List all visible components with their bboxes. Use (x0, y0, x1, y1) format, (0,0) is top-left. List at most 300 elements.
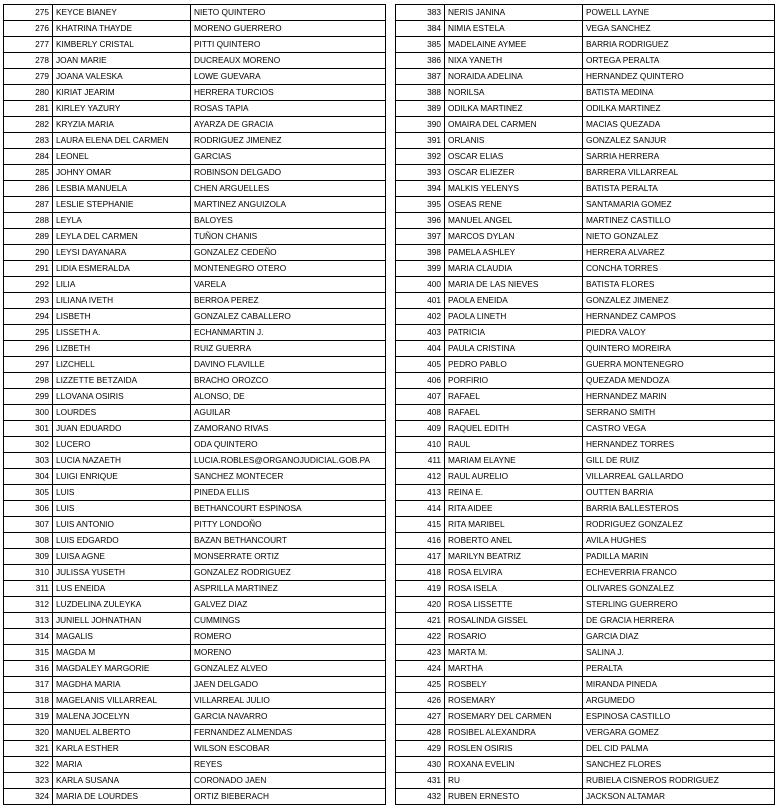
row-number: 279 (4, 69, 53, 85)
row-number: 324 (4, 789, 53, 805)
row-number: 399 (396, 261, 445, 277)
table-row (4, 357, 386, 373)
first-name-cell: ROSEMARY DEL CARMEN (445, 709, 583, 725)
last-name-cell: ECHANMARTIN J. (191, 325, 386, 341)
first-name-cell: ROSLEN OSIRIS (445, 741, 583, 757)
first-name-cell: JOAN MARIE (53, 53, 191, 69)
row-number: 429 (396, 741, 445, 757)
table-row (4, 341, 386, 357)
last-name-cell: MACIAS QUEZADA (583, 117, 775, 133)
first-name-cell: RAFAEL (445, 389, 583, 405)
last-name-cell: BATISTA PERALTA (583, 181, 775, 197)
first-name-cell: LIZZETTE BETZAIDA (53, 373, 191, 389)
table-row (396, 101, 775, 117)
row-number: 315 (4, 645, 53, 661)
row-number: 411 (396, 453, 445, 469)
table-row (4, 165, 386, 181)
table-row (4, 421, 386, 437)
row-number: 397 (396, 229, 445, 245)
first-name-cell: LISSETH A. (53, 325, 191, 341)
last-name-cell: BRACHO OROZCO (191, 373, 386, 389)
first-name-cell: MANUEL ANGEL (445, 213, 583, 229)
table-row (4, 309, 386, 325)
last-name-cell: VILLARREAL GALLARDO (583, 469, 775, 485)
row-number: 402 (396, 309, 445, 325)
last-name-cell: PINEDA ELLIS (191, 485, 386, 501)
row-number: 316 (4, 661, 53, 677)
first-name-cell: LESBIA MANUELA (53, 181, 191, 197)
table-row (396, 165, 775, 181)
last-name-cell: CUMMINGS (191, 613, 386, 629)
table-row (396, 405, 775, 421)
last-name-cell: MARTINEZ CASTILLO (583, 213, 775, 229)
first-name-cell: MARIA DE LAS NIEVES (445, 277, 583, 293)
table-row (4, 133, 386, 149)
first-name-cell: LIDIA ESMERALDA (53, 261, 191, 277)
table-row (4, 677, 386, 693)
last-name-cell: CONCHA TORRES (583, 261, 775, 277)
first-name-cell: ROSBELY (445, 677, 583, 693)
first-name-cell: MAGDA M (53, 645, 191, 661)
row-number: 322 (4, 757, 53, 773)
row-number: 390 (396, 117, 445, 133)
table-row (4, 261, 386, 277)
first-name-cell: PORFIRIO (445, 373, 583, 389)
first-name-cell: JUNIELL JOHNATHAN (53, 613, 191, 629)
first-name-cell: LLOVANA OSIRIS (53, 389, 191, 405)
names-table-right (395, 4, 775, 805)
table-row (396, 645, 775, 661)
last-name-cell: AVILA HUGHES (583, 533, 775, 549)
first-name-cell: ORLANIS (445, 133, 583, 149)
table-row (396, 597, 775, 613)
last-name-cell: BATISTA FLORES (583, 277, 775, 293)
first-name-cell: LAURA ELENA DEL CARMEN (53, 133, 191, 149)
table-row (396, 309, 775, 325)
table-row (4, 37, 386, 53)
last-name-cell: ECHEVERRIA FRANCO (583, 565, 775, 581)
last-name-cell: HERRERA TURCIOS (191, 85, 386, 101)
table-row (4, 373, 386, 389)
row-number: 305 (4, 485, 53, 501)
table-row (4, 5, 386, 21)
table-row (396, 437, 775, 453)
last-name-cell: SANCHEZ MONTECER (191, 469, 386, 485)
row-number: 432 (396, 789, 445, 805)
table-row (4, 197, 386, 213)
names-table-left-body (4, 5, 386, 805)
first-name-cell: OSEAS RENE (445, 197, 583, 213)
last-name-cell: RODRIGUEZ GONZALEZ (583, 517, 775, 533)
row-number: 395 (396, 197, 445, 213)
row-number: 431 (396, 773, 445, 789)
first-name-cell: MARTHA (445, 661, 583, 677)
first-name-cell: MAGDALEY MARGORIE (53, 661, 191, 677)
table-row (396, 341, 775, 357)
row-number: 281 (4, 101, 53, 117)
last-name-cell: AGUILAR (191, 405, 386, 421)
table-row (396, 325, 775, 341)
first-name-cell: JULISSA YUSETH (53, 565, 191, 581)
table-row (396, 757, 775, 773)
first-name-cell: MARIA CLAUDIA (445, 261, 583, 277)
last-name-cell: DEL CID PALMA (583, 741, 775, 757)
table-row (396, 181, 775, 197)
first-name-cell: LEONEL (53, 149, 191, 165)
names-table-left (3, 4, 386, 805)
table-row (4, 501, 386, 517)
row-number: 420 (396, 597, 445, 613)
first-name-cell: ROSIBEL ALEXANDRA (445, 725, 583, 741)
last-name-cell: HERNANDEZ MARIN (583, 389, 775, 405)
row-number: 388 (396, 85, 445, 101)
last-name-cell: ESPINOSA CASTILLO (583, 709, 775, 725)
first-name-cell: REINA E. (445, 485, 583, 501)
table-row (396, 773, 775, 789)
table-row (396, 373, 775, 389)
row-number: 427 (396, 709, 445, 725)
last-name-cell: WILSON ESCOBAR (191, 741, 386, 757)
table-row (396, 693, 775, 709)
row-number: 422 (396, 629, 445, 645)
table-row (396, 613, 775, 629)
table-row (396, 85, 775, 101)
first-name-cell: ROSA ISELA (445, 581, 583, 597)
first-name-cell: LUCIA NAZAETH (53, 453, 191, 469)
row-number: 313 (4, 613, 53, 629)
table-row (4, 709, 386, 725)
last-name-cell: SERRANO SMITH (583, 405, 775, 421)
row-number: 426 (396, 693, 445, 709)
last-name-cell: PITTI QUINTERO (191, 37, 386, 53)
table-row (4, 565, 386, 581)
table-row (396, 725, 775, 741)
last-name-cell: AYARZA DE GRACIA (191, 117, 386, 133)
row-number: 301 (4, 421, 53, 437)
last-name-cell: VEGA SANCHEZ (583, 21, 775, 37)
row-number: 296 (4, 341, 53, 357)
table-row (396, 581, 775, 597)
first-name-cell: RITA AIDEE (445, 501, 583, 517)
last-name-cell: DUCREAUX MORENO (191, 53, 386, 69)
table-row (4, 549, 386, 565)
table-row (396, 741, 775, 757)
row-number: 423 (396, 645, 445, 661)
table-row (4, 757, 386, 773)
last-name-cell: GONZALEZ JIMENEZ (583, 293, 775, 309)
table-row (4, 405, 386, 421)
first-name-cell: NERIS JANINA (445, 5, 583, 21)
first-name-cell: KIRLEY YAZURY (53, 101, 191, 117)
table-row (4, 517, 386, 533)
first-name-cell: MARIA DE LOURDES (53, 789, 191, 805)
table-row (4, 69, 386, 85)
row-number: 317 (4, 677, 53, 693)
row-number: 400 (396, 277, 445, 293)
table-row (396, 485, 775, 501)
row-number: 307 (4, 517, 53, 533)
row-number: 299 (4, 389, 53, 405)
row-number: 308 (4, 533, 53, 549)
table-row (4, 453, 386, 469)
last-name-cell: DAVINO FLAVILLE (191, 357, 386, 373)
first-name-cell: KIRIAT JEARIM (53, 85, 191, 101)
row-number: 304 (4, 469, 53, 485)
first-name-cell: PAOLA ENEIDA (445, 293, 583, 309)
row-number: 430 (396, 757, 445, 773)
first-name-cell: LISBETH (53, 309, 191, 325)
first-name-cell: KHATRINA THAYDE (53, 21, 191, 37)
table-row (4, 181, 386, 197)
last-name-cell: VILLARREAL JULIO (191, 693, 386, 709)
first-name-cell: NORILSA (445, 85, 583, 101)
last-name-cell: GARCIA NAVARRO (191, 709, 386, 725)
table-row (4, 229, 386, 245)
row-number: 418 (396, 565, 445, 581)
table-row (4, 661, 386, 677)
last-name-cell: MARTINEZ ANGUIZOLA (191, 197, 386, 213)
row-number: 319 (4, 709, 53, 725)
last-name-cell: GONZALEZ RODRIGUEZ (191, 565, 386, 581)
first-name-cell: RAUL AURELIO (445, 469, 583, 485)
last-name-cell: GILL DE RUIZ (583, 453, 775, 469)
table-row (396, 21, 775, 37)
last-name-cell: BARRIA BALLESTEROS (583, 501, 775, 517)
first-name-cell: RAFAEL (445, 405, 583, 421)
row-number: 398 (396, 245, 445, 261)
first-name-cell: RITA MARIBEL (445, 517, 583, 533)
first-name-cell: MARIAM ELAYNE (445, 453, 583, 469)
row-number: 413 (396, 485, 445, 501)
row-number: 289 (4, 229, 53, 245)
table-row (396, 421, 775, 437)
first-name-cell: MARTA M. (445, 645, 583, 661)
row-number: 302 (4, 437, 53, 453)
last-name-cell: QUEZADA MENDOZA (583, 373, 775, 389)
last-name-cell: NIETO GONZALEZ (583, 229, 775, 245)
first-name-cell: ROSALINDA GISSEL (445, 613, 583, 629)
first-name-cell: ROBERTO ANEL (445, 533, 583, 549)
table-row (4, 149, 386, 165)
last-name-cell: GALVEZ DIAZ (191, 597, 386, 613)
first-name-cell: KEYCE BIANEY (53, 5, 191, 21)
row-number: 287 (4, 197, 53, 213)
last-name-cell: FERNANDEZ ALMENDAS (191, 725, 386, 741)
first-name-cell: NORAIDA ADELINA (445, 69, 583, 85)
first-name-cell: ROSEMARY (445, 693, 583, 709)
row-number: 416 (396, 533, 445, 549)
table-row (396, 197, 775, 213)
row-number: 425 (396, 677, 445, 693)
last-name-cell: OLIVARES GONZALEZ (583, 581, 775, 597)
first-name-cell: LUIS EDGARDO (53, 533, 191, 549)
row-number: 300 (4, 405, 53, 421)
last-name-cell: GUERRA MONTENEGRO (583, 357, 775, 373)
row-number: 394 (396, 181, 445, 197)
last-name-cell: ALONSO, DE (191, 389, 386, 405)
table-row (396, 517, 775, 533)
table-row (4, 389, 386, 405)
last-name-cell: CORONADO JAEN (191, 773, 386, 789)
table-row (396, 677, 775, 693)
first-name-cell: LUISA AGNE (53, 549, 191, 565)
first-name-cell: LEYLA (53, 213, 191, 229)
last-name-cell: DE GRACIA HERRERA (583, 613, 775, 629)
row-number: 404 (396, 341, 445, 357)
first-name-cell: OMAIRA DEL CARMEN (445, 117, 583, 133)
last-name-cell: BARRERA VILLARREAL (583, 165, 775, 181)
first-name-cell: PEDRO PABLO (445, 357, 583, 373)
last-name-cell: CHEN ARGUELLES (191, 181, 386, 197)
row-number: 293 (4, 293, 53, 309)
first-name-cell: PAULA CRISTINA (445, 341, 583, 357)
first-name-cell: ROXANA EVELIN (445, 757, 583, 773)
table-row (4, 85, 386, 101)
first-name-cell: KARLA SUSANA (53, 773, 191, 789)
first-name-cell: KARLA ESTHER (53, 741, 191, 757)
table-row (396, 709, 775, 725)
table-row (4, 437, 386, 453)
last-name-cell: PADILLA MARIN (583, 549, 775, 565)
last-name-cell: SANCHEZ FLORES (583, 757, 775, 773)
table-row (396, 69, 775, 85)
table-row (396, 661, 775, 677)
row-number: 387 (396, 69, 445, 85)
first-name-cell: NIXA YANETH (445, 53, 583, 69)
table-row (4, 21, 386, 37)
first-name-cell: PAOLA LINETH (445, 309, 583, 325)
table-row (396, 133, 775, 149)
last-name-cell: BETHANCOURT ESPINOSA (191, 501, 386, 517)
row-number: 407 (396, 389, 445, 405)
first-name-cell: RAQUEL EDITH (445, 421, 583, 437)
row-number: 419 (396, 581, 445, 597)
table-row (4, 485, 386, 501)
last-name-cell: ORTIZ BIEBERACH (191, 789, 386, 805)
table-row (396, 565, 775, 581)
last-name-cell: GONZALEZ SANJUR (583, 133, 775, 149)
table-row (396, 357, 775, 373)
last-name-cell: TUÑON CHANIS (191, 229, 386, 245)
row-number: 391 (396, 133, 445, 149)
row-number: 318 (4, 693, 53, 709)
row-number: 410 (396, 437, 445, 453)
last-name-cell: HERNANDEZ TORRES (583, 437, 775, 453)
table-row (4, 597, 386, 613)
row-number: 288 (4, 213, 53, 229)
row-number: 392 (396, 149, 445, 165)
table-row (396, 261, 775, 277)
first-name-cell: NIMIA ESTELA (445, 21, 583, 37)
row-number: 314 (4, 629, 53, 645)
table-row (4, 693, 386, 709)
row-number: 386 (396, 53, 445, 69)
last-name-cell: POWELL LAYNE (583, 5, 775, 21)
last-name-cell: BATISTA MEDINA (583, 85, 775, 101)
row-number: 393 (396, 165, 445, 181)
first-name-cell: LEYLA DEL CARMEN (53, 229, 191, 245)
last-name-cell: GARCIAS (191, 149, 386, 165)
row-number: 277 (4, 37, 53, 53)
table-row (4, 325, 386, 341)
first-name-cell: LESLIE STEPHANIE (53, 197, 191, 213)
first-name-cell: JOHNY OMAR (53, 165, 191, 181)
table-row (396, 549, 775, 565)
table-row (396, 789, 775, 805)
table-row (396, 453, 775, 469)
row-number: 409 (396, 421, 445, 437)
last-name-cell: HERNANDEZ CAMPOS (583, 309, 775, 325)
table-row (4, 469, 386, 485)
last-name-cell: NIETO QUINTERO (191, 5, 386, 21)
first-name-cell: MARCOS DYLAN (445, 229, 583, 245)
first-name-cell: MARIA (53, 757, 191, 773)
table-row (396, 229, 775, 245)
table-row (4, 245, 386, 261)
table-row (4, 293, 386, 309)
table-row (4, 213, 386, 229)
last-name-cell: ROSAS TAPIA (191, 101, 386, 117)
last-name-cell: RUBIELA CISNEROS RODRIGUEZ (583, 773, 775, 789)
first-name-cell: LEYSI DAYANARA (53, 245, 191, 261)
first-name-cell: MANUEL ALBERTO (53, 725, 191, 741)
row-number: 424 (396, 661, 445, 677)
last-name-cell: LUCIA.ROBLES@ORGANOJUDICIAL.GOB.PA (191, 453, 386, 469)
last-name-cell: PERALTA (583, 661, 775, 677)
row-number: 285 (4, 165, 53, 181)
last-name-cell: SARRIA HERRERA (583, 149, 775, 165)
last-name-cell: HERRERA ALVAREZ (583, 245, 775, 261)
first-name-cell: ROSA ELVIRA (445, 565, 583, 581)
row-number: 303 (4, 453, 53, 469)
row-number: 278 (4, 53, 53, 69)
row-number: 406 (396, 373, 445, 389)
first-name-cell: MALKIS YELENYS (445, 181, 583, 197)
row-number: 283 (4, 133, 53, 149)
last-name-cell: MIRANDA PINEDA (583, 677, 775, 693)
row-number: 310 (4, 565, 53, 581)
first-name-cell: LIZCHELL (53, 357, 191, 373)
last-name-cell: MONSERRATE ORTIZ (191, 549, 386, 565)
table-row (4, 117, 386, 133)
last-name-cell: ODA QUINTERO (191, 437, 386, 453)
first-name-cell: LUZDELINA ZULEYKA (53, 597, 191, 613)
table-row (396, 629, 775, 645)
table-row (396, 389, 775, 405)
last-name-cell: ASPRILLA MARTINEZ (191, 581, 386, 597)
last-name-cell: MORENO GUERRERO (191, 21, 386, 37)
table-row (4, 613, 386, 629)
last-name-cell: BARRIA RODRIGUEZ (583, 37, 775, 53)
first-name-cell: LIZBETH (53, 341, 191, 357)
last-name-cell: VARELA (191, 277, 386, 293)
last-name-cell: GONZALEZ CABALLERO (191, 309, 386, 325)
first-name-cell: MAGELANIS VILLARREAL (53, 693, 191, 709)
row-number: 311 (4, 581, 53, 597)
first-name-cell: KRYZIA MARIA (53, 117, 191, 133)
table-row (4, 629, 386, 645)
first-name-cell: MAGDHA MARIA (53, 677, 191, 693)
first-name-cell: LUCERO (53, 437, 191, 453)
first-name-cell: RUBEN ERNESTO (445, 789, 583, 805)
last-name-cell: ZAMORANO RIVAS (191, 421, 386, 437)
row-number: 286 (4, 181, 53, 197)
last-name-cell: REYES (191, 757, 386, 773)
last-name-cell: BAZAN BETHANCOURT (191, 533, 386, 549)
last-name-cell: BALOYES (191, 213, 386, 229)
last-name-cell: ROBINSON DELGADO (191, 165, 386, 181)
row-number: 298 (4, 373, 53, 389)
